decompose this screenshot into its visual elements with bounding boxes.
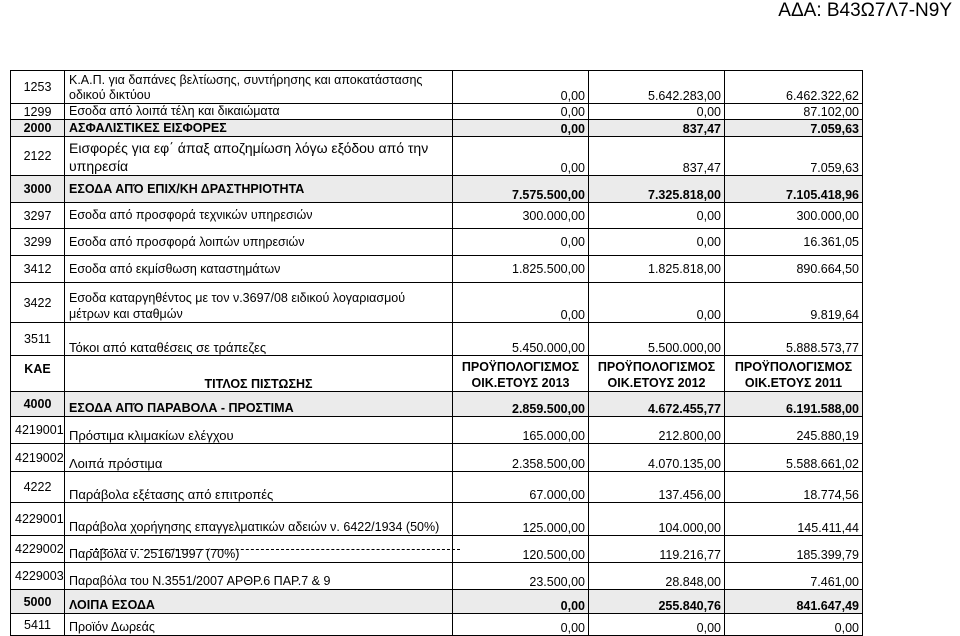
value-2011: 6.191.588,00	[725, 392, 863, 417]
row-title: Εσοδα από εκμίσθωση καταστημάτων	[65, 256, 453, 283]
header-2011: ΠΡΟΫΠΟΛΟΓΙΣΜΟΣ ΟΙΚ.ΕΤΟΥΣ 2011	[725, 356, 863, 392]
table-row	[11, 323, 863, 356]
value-2013: 120.500,00	[453, 536, 589, 563]
table-row	[11, 104, 863, 120]
value-2013: 0,00	[453, 120, 589, 137]
column-header-row	[11, 356, 863, 392]
value-2011: 145.411,44	[725, 503, 863, 536]
row-title: Εσοδα από λοιπά τέλη και δικαιώματα	[65, 104, 453, 120]
value-2013: 300.000,00	[453, 203, 589, 229]
row-code: 3000	[11, 176, 65, 203]
value-2012: 137.456,00	[589, 472, 725, 503]
table-row	[11, 229, 863, 256]
table-row	[11, 137, 863, 176]
table-row	[11, 283, 863, 323]
row-title: Εισφορές για εφ΄ άπαξ αποζημίωση λόγω εξόδου από την υπηρεσία	[65, 137, 453, 176]
row-title: ΑΣΦΑΛΙΣΤΙΚΕΣ ΕΙΣΦΟΡΕΣ	[65, 120, 453, 137]
row-code: 3297	[11, 203, 65, 229]
value-2011: 5.888.573,77	[725, 323, 863, 356]
value-2011: 16.361,05	[725, 229, 863, 256]
row-code: 2122	[11, 137, 65, 176]
row-code: 1299	[11, 104, 65, 120]
dashed-rule	[90, 549, 460, 550]
table-row	[11, 176, 863, 203]
header-2013: ΠΡΟΫΠΟΛΟΓΙΣΜΟΣ ΟΙΚ.ΕΤΟΥΣ 2013	[453, 356, 589, 392]
row-title: Τόκοι από καταθέσεις σε τράπεζες	[65, 323, 453, 356]
value-2012: 28.848,00	[589, 563, 725, 590]
row-title: Εσοδα από προσφορά τεχνικών υπηρεσιών	[65, 203, 453, 229]
value-2012: 0,00	[589, 203, 725, 229]
value-2012: 4.672.455,77	[589, 392, 725, 417]
value-2011: 5.588.661,02	[725, 444, 863, 472]
row-title: Πρόστιμα κλιμακίων ελέγχου	[65, 417, 453, 444]
row-title: ΛΟΙΠΑ ΕΣΟΔΑ	[65, 590, 453, 614]
value-2011: 18.774,56	[725, 472, 863, 503]
value-2013: 0,00	[453, 71, 589, 104]
table-row	[11, 503, 863, 536]
value-2011: 7.105.418,96	[725, 176, 863, 203]
table-row	[11, 392, 863, 417]
value-2011: 7.461,00	[725, 563, 863, 590]
value-2011: 9.819,64	[725, 283, 863, 323]
value-2012: 1.825.818,00	[589, 256, 725, 283]
value-2013: 7.575.500,00	[453, 176, 589, 203]
table-row	[11, 472, 863, 503]
header-2012: ΠΡΟΫΠΟΛΟΓΙΣΜΟΣ ΟΙΚ.ΕΤΟΥΣ 2012	[589, 356, 725, 392]
value-2012: 0,00	[589, 614, 725, 636]
row-code: 4222	[11, 472, 65, 503]
row-code: 4229002	[11, 536, 65, 563]
value-2013: 125.000,00	[453, 503, 589, 536]
row-code: 4229003	[11, 563, 65, 590]
row-title: Παράβολα ν. 2516/1997 (70%)	[65, 536, 453, 563]
table-row	[11, 590, 863, 614]
value-2011: 7.059,63	[725, 137, 863, 176]
row-code: 4219001	[11, 417, 65, 444]
value-2012: 4.070.135,00	[589, 444, 725, 472]
value-2012: 5.500.000,00	[589, 323, 725, 356]
row-title: Λοιπά πρόστιμα	[65, 444, 453, 472]
value-2011: 300.000,00	[725, 203, 863, 229]
value-2013: 2.358.500,00	[453, 444, 589, 472]
row-code: 4219002	[11, 444, 65, 472]
row-code: 2000	[11, 120, 65, 137]
row-title: ΕΣΟΔΑ ΑΠΌ ΕΠΙΧ/ΚΗ ΔΡΑΣΤΗΡΙΟΤΗΤΑ	[65, 176, 453, 203]
table-row	[11, 120, 863, 137]
row-title: Κ.Α.Π. για δαπάνες βελτίωσης, συντήρησης και αποκατάστασης οδικού δικτύου	[65, 71, 453, 104]
row-title: Προϊόν Δωρεάς	[65, 614, 453, 636]
row-code: 4229001	[11, 503, 65, 536]
row-code: 3299	[11, 229, 65, 256]
row-title: Παράβολα χορήγησης επαγγελματικών αδειών ν. 6422/1934 (50%)	[65, 503, 453, 536]
row-code: 5000	[11, 590, 65, 614]
value-2011: 185.399,79	[725, 536, 863, 563]
value-2013: 0,00	[453, 614, 589, 636]
value-2013: 67.000,00	[453, 472, 589, 503]
title-header: ΤΙΤΛΟΣ ΠΙΣΤΩΣΗΣ	[65, 356, 453, 392]
table-row	[11, 256, 863, 283]
table-row	[11, 203, 863, 229]
value-2011: 890.664,50	[725, 256, 863, 283]
budget-table	[10, 70, 863, 636]
value-2011: 245.880,19	[725, 417, 863, 444]
value-2012: 119.216,77	[589, 536, 725, 563]
row-title: Εσοδα καταργηθέντος με τον ν.3697/08 ειδικού λογαριασμού μέτρων και σταθμών	[65, 283, 453, 323]
value-2011: 841.647,49	[725, 590, 863, 614]
value-2012: 0,00	[589, 104, 725, 120]
value-2011: 87.102,00	[725, 104, 863, 120]
row-code: 1253	[11, 71, 65, 104]
ada-code: ΑΔΑ: Β43Ω7Λ7-Ν9Υ	[778, 0, 952, 21]
table-row	[11, 563, 863, 590]
value-2011: 7.059,63	[725, 120, 863, 137]
value-2013: 0,00	[453, 137, 589, 176]
row-code: 3412	[11, 256, 65, 283]
value-2012: 5.642.283,00	[589, 71, 725, 104]
row-title: ΕΣΟΔΑ ΑΠΌ ΠΑΡΑΒΟΛΑ - ΠΡΟΣΤΙΜΑ	[65, 392, 453, 417]
value-2012: 255.840,76	[589, 590, 725, 614]
row-code: 3422	[11, 283, 65, 323]
table-row	[11, 614, 863, 636]
value-2012: 0,00	[589, 229, 725, 256]
row-title: Παράβολα εξέτασης από επιτροπές	[65, 472, 453, 503]
row-code: 5411	[11, 614, 65, 636]
value-2013: 23.500,00	[453, 563, 589, 590]
value-2012: 837,47	[589, 120, 725, 137]
value-2013: 0,00	[453, 104, 589, 120]
row-title: Εσοδα από προσφορά λοιπών υπηρεσιών	[65, 229, 453, 256]
value-2012: 7.325.818,00	[589, 176, 725, 203]
table-row	[11, 71, 863, 104]
table-row	[11, 417, 863, 444]
kae-header: ΚΑΕ	[11, 356, 65, 392]
row-code: 4000	[11, 392, 65, 417]
value-2013: 0,00	[453, 590, 589, 614]
value-2011: 6.462.322,62	[725, 71, 863, 104]
value-2012: 212.800,00	[589, 417, 725, 444]
value-2013: 2.859.500,00	[453, 392, 589, 417]
row-title: Παραβόλα του Ν.3551/2007 ΑΡΘΡ.6 ΠΑΡ.7 & 9	[65, 563, 453, 590]
value-2013: 1.825.500,00	[453, 256, 589, 283]
value-2013: 5.450.000,00	[453, 323, 589, 356]
value-2011: 0,00	[725, 614, 863, 636]
value-2013: 0,00	[453, 283, 589, 323]
value-2012: 104.000,00	[589, 503, 725, 536]
value-2012: 0,00	[589, 283, 725, 323]
value-2012: 837,47	[589, 137, 725, 176]
row-code: 3511	[11, 323, 65, 356]
value-2013: 165.000,00	[453, 417, 589, 444]
table-row	[11, 444, 863, 472]
value-2013: 0,00	[453, 229, 589, 256]
